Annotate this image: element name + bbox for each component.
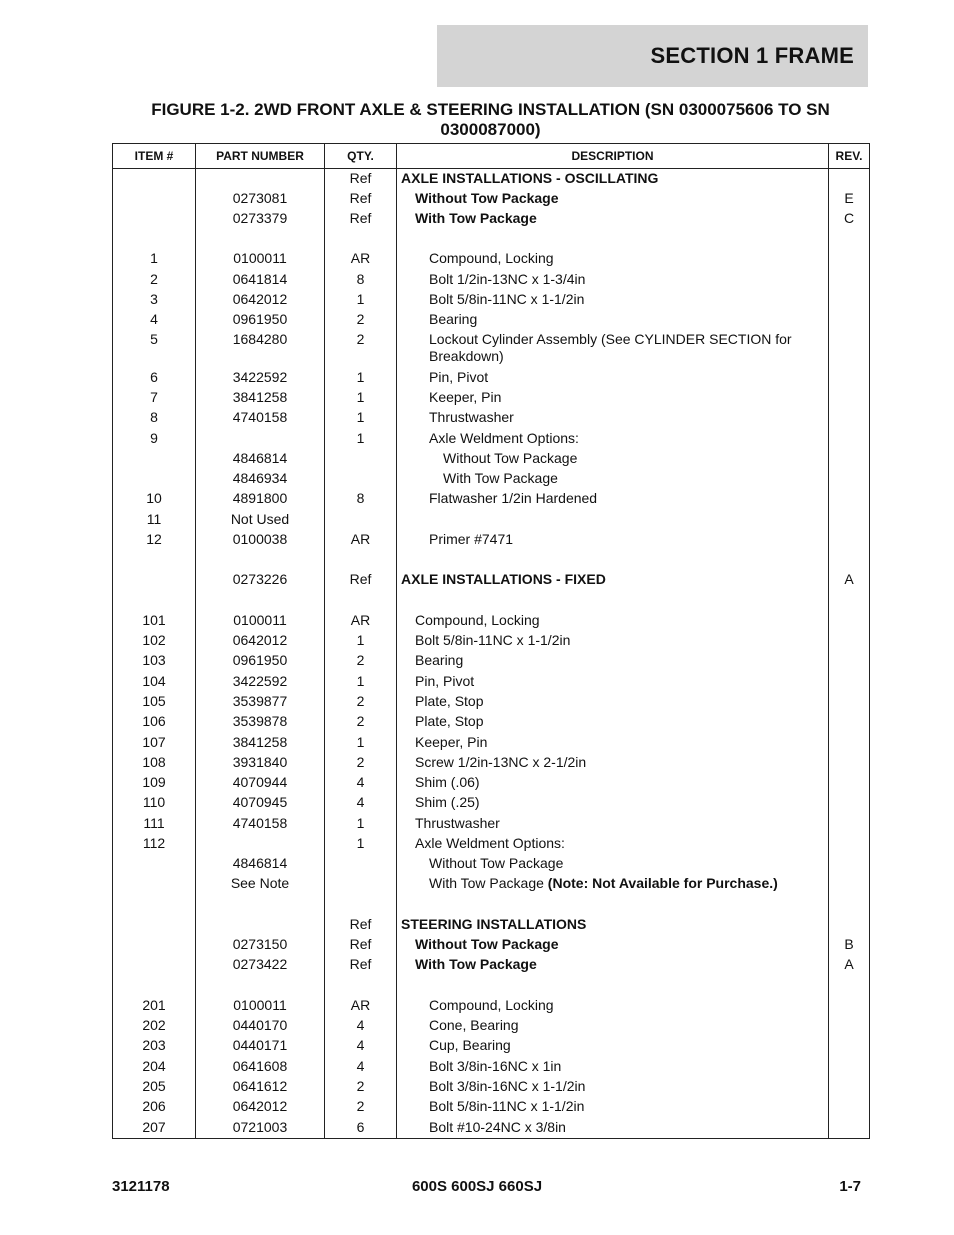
description-text: Keeper, Pin xyxy=(415,734,488,750)
footer-page-number: 1-7 xyxy=(839,1178,861,1195)
quantity: 1 xyxy=(356,673,365,689)
quantity: 8 xyxy=(356,490,365,506)
description xyxy=(397,873,827,892)
figure-title: FIGURE 1-2. 2WD FRONT AXLE & STEERING INSTALLATION (SN 0300075606 TO SN 0300087000) xyxy=(151,100,830,139)
quantity: 1 xyxy=(356,835,365,851)
part-number: 4846814 xyxy=(232,450,288,466)
description xyxy=(397,914,827,933)
quantity: 1 xyxy=(356,632,365,648)
part-number: 3422592 xyxy=(232,673,288,689)
part-number: 0440171 xyxy=(232,1037,288,1053)
description-text: With Tow Package xyxy=(429,875,544,891)
table-row xyxy=(113,407,869,427)
item-number: 111 xyxy=(143,815,165,831)
table-row xyxy=(113,1096,869,1116)
table-row xyxy=(113,732,869,752)
quantity: Ref xyxy=(349,210,372,226)
description xyxy=(397,208,827,227)
item-number: 109 xyxy=(142,774,166,790)
part-number: 3841258 xyxy=(232,734,288,750)
description-text: Flatwasher 1/2in Hardened xyxy=(429,490,598,506)
description xyxy=(397,772,827,791)
description-text: Compound, Locking xyxy=(429,250,554,266)
part-number: 3931840 xyxy=(232,754,288,770)
quantity: 2 xyxy=(356,754,365,770)
quantity: 2 xyxy=(356,1098,365,1114)
description-text: Plate, Stop xyxy=(415,693,484,709)
quantity: AR xyxy=(350,612,371,628)
item-number: 203 xyxy=(142,1037,166,1053)
item-number: 106 xyxy=(142,713,166,729)
part-number: 0642012 xyxy=(232,1098,288,1114)
description xyxy=(397,367,827,386)
part-number: 0100038 xyxy=(232,531,288,547)
description-text: Without Tow Package xyxy=(443,450,578,466)
table-row xyxy=(113,671,869,691)
description-text: STEERING INSTALLATIONS xyxy=(401,916,587,932)
part-number: 0273081 xyxy=(232,190,288,206)
table-row xyxy=(113,1056,869,1076)
quantity: Ref xyxy=(349,956,372,972)
part-number: 0273150 xyxy=(232,936,288,952)
quantity: AR xyxy=(350,997,371,1013)
description-text: Thrustwasher xyxy=(429,409,514,425)
part-number: 4070944 xyxy=(232,774,288,790)
table-row xyxy=(113,833,869,853)
table-row xyxy=(113,1117,869,1137)
description-text: Plate, Stop xyxy=(415,713,484,729)
description-text: With Tow Package xyxy=(415,210,537,226)
description xyxy=(397,248,827,267)
item-number: 3 xyxy=(150,291,158,307)
table-row xyxy=(113,1076,869,1096)
part-number: 0440170 xyxy=(232,1017,288,1033)
part-number: 4740158 xyxy=(232,815,288,831)
description xyxy=(397,428,827,447)
description-text: Bolt 3/8in-16NC x 1-1/2in xyxy=(429,1078,586,1094)
table-row xyxy=(113,428,869,448)
description xyxy=(397,711,827,730)
item-number: 205 xyxy=(142,1078,166,1094)
description xyxy=(397,1035,827,1054)
quantity: 8 xyxy=(356,271,365,287)
description xyxy=(397,1056,827,1075)
description-text: Shim (.25) xyxy=(415,794,480,810)
description xyxy=(397,269,827,288)
table-row xyxy=(113,610,869,630)
table-row xyxy=(113,650,869,670)
quantity: 4 xyxy=(356,774,365,790)
table-row xyxy=(113,954,869,974)
quantity: 1 xyxy=(356,369,365,385)
description-text: Compound, Locking xyxy=(429,997,554,1013)
part-number: 0273422 xyxy=(232,956,288,972)
item-number: 9 xyxy=(150,430,158,446)
item-number: 105 xyxy=(142,693,166,709)
quantity: Ref xyxy=(349,571,372,587)
description-text: Without Tow Package xyxy=(415,936,559,952)
description xyxy=(397,954,827,973)
description-text: With Tow Package xyxy=(443,470,558,486)
description xyxy=(397,289,827,308)
revision: A xyxy=(844,571,854,587)
part-number: 0100011 xyxy=(233,612,287,628)
part-number: 0961950 xyxy=(232,652,288,668)
quantity: 1 xyxy=(356,734,365,750)
description-text: Primer #7471 xyxy=(429,531,514,547)
description xyxy=(397,1117,827,1136)
item-number: 2 xyxy=(150,271,158,287)
table-row xyxy=(113,367,869,387)
item-number: 207 xyxy=(142,1119,166,1135)
part-number: See Note xyxy=(230,875,290,891)
description xyxy=(397,610,827,629)
section-header xyxy=(437,25,868,87)
item-number: 101 xyxy=(142,612,166,628)
item-number: 12 xyxy=(146,531,162,547)
revision: B xyxy=(844,936,854,952)
description xyxy=(397,752,827,771)
quantity: 2 xyxy=(356,311,365,327)
item-number: 110 xyxy=(142,794,166,810)
description xyxy=(397,1076,827,1095)
item-number: 206 xyxy=(142,1098,166,1114)
table-row xyxy=(113,630,869,650)
table-row xyxy=(113,711,869,731)
quantity: 2 xyxy=(356,1078,365,1094)
table-row xyxy=(113,248,869,268)
description-text: Compound, Locking xyxy=(415,612,540,628)
quantity: 4 xyxy=(356,794,365,810)
header-item: ITEM # xyxy=(134,149,174,163)
header-qty: QTY. xyxy=(347,149,374,163)
part-number: 0642012 xyxy=(232,632,288,648)
part-number: 3422592 xyxy=(232,369,288,385)
part-number: 4070945 xyxy=(232,794,288,810)
item-number: 202 xyxy=(142,1017,166,1033)
description xyxy=(397,488,827,507)
part-number: 4846814 xyxy=(232,855,288,871)
part-number: 0273379 xyxy=(232,210,288,226)
header-description: DESCRIPTION xyxy=(571,149,654,163)
description xyxy=(397,691,827,710)
description-text: Keeper, Pin xyxy=(429,389,502,405)
part-number: 4740158 xyxy=(232,409,288,425)
part-number: 0100011 xyxy=(233,997,287,1013)
table-header-row xyxy=(113,144,869,169)
description-text: Screw 1/2in-13NC x 2-1/2in xyxy=(415,754,587,770)
table-row xyxy=(113,1035,869,1055)
description xyxy=(397,934,827,953)
description xyxy=(397,833,827,852)
part-number: 0273226 xyxy=(232,571,288,587)
description-text: Bolt 5/8in-11NC x 1-1/2in xyxy=(429,291,585,307)
description-text: Pin, Pivot xyxy=(415,673,475,689)
description-text: Bolt 5/8in-11NC x 1-1/2in xyxy=(415,632,571,648)
quantity: AR xyxy=(350,250,371,266)
quantity: Ref xyxy=(349,190,372,206)
item-number: 6 xyxy=(150,369,158,385)
part-number: 0961950 xyxy=(232,311,288,327)
table-row xyxy=(113,691,869,711)
table-row xyxy=(113,995,869,1015)
description-text: With Tow Package xyxy=(415,956,537,972)
quantity: 6 xyxy=(356,1119,365,1135)
quantity: 1 xyxy=(356,430,365,446)
quantity: AR xyxy=(350,531,371,547)
quantity: 2 xyxy=(356,713,365,729)
quantity: Ref xyxy=(349,170,372,186)
description xyxy=(397,853,827,872)
description xyxy=(397,813,827,832)
table-row xyxy=(113,269,869,289)
table-row xyxy=(113,752,869,772)
quantity: 2 xyxy=(356,652,365,668)
table-row xyxy=(113,488,869,508)
part-number: 4891800 xyxy=(232,490,288,506)
table-row xyxy=(113,1015,869,1035)
table-row xyxy=(113,329,869,364)
item-number: 4 xyxy=(150,311,158,327)
description-text: AXLE INSTALLATIONS - FIXED xyxy=(401,571,606,587)
description xyxy=(397,792,827,811)
part-number: 0641608 xyxy=(232,1058,288,1074)
description-text: Bolt #10-24NC x 3/8in xyxy=(429,1119,566,1135)
description xyxy=(397,509,827,511)
table-row xyxy=(113,529,869,549)
quantity: 2 xyxy=(356,331,365,347)
table-row xyxy=(113,188,869,208)
description xyxy=(397,650,827,669)
description xyxy=(397,529,827,548)
part-number: 1684280 xyxy=(232,331,288,347)
description xyxy=(397,309,827,328)
description xyxy=(397,732,827,751)
table-row xyxy=(113,853,869,873)
description-text: Lockout Cylinder Assembly (See CYLINDER SECTION for Breakdown) xyxy=(429,331,792,364)
part-number: 3841258 xyxy=(232,389,288,405)
description xyxy=(397,168,827,187)
description-text: Axle Weldment Options: xyxy=(415,835,565,851)
quantity: 1 xyxy=(356,291,365,307)
table-row xyxy=(113,309,869,329)
part-number: 0641814 xyxy=(232,271,288,287)
description-text: Pin, Pivot xyxy=(429,369,489,385)
description-text: Bearing xyxy=(429,311,478,327)
item-number: 10 xyxy=(146,490,162,506)
quantity: Ref xyxy=(349,916,372,932)
table-row xyxy=(113,448,869,468)
item-number: 5 xyxy=(150,331,158,347)
description xyxy=(397,1096,827,1115)
description-text: Without Tow Package xyxy=(415,190,559,206)
description xyxy=(397,995,827,1014)
part-number: 0642012 xyxy=(232,291,288,307)
item-number: 104 xyxy=(142,673,166,689)
description-text: Without Tow Package xyxy=(429,855,564,871)
table-row xyxy=(113,168,869,188)
table-row xyxy=(113,813,869,833)
description-text: Axle Weldment Options: xyxy=(429,430,579,446)
header-rev: REV. xyxy=(835,149,863,163)
item-number: 102 xyxy=(142,632,166,648)
parts-table xyxy=(112,143,870,1139)
description xyxy=(397,387,827,406)
item-number: 7 xyxy=(150,389,158,405)
description xyxy=(397,630,827,649)
description xyxy=(397,1015,827,1034)
description-text: Cup, Bearing xyxy=(429,1037,511,1053)
item-number: 112 xyxy=(142,835,166,851)
table-row xyxy=(113,792,869,812)
item-number: 103 xyxy=(142,652,166,668)
item-number: 108 xyxy=(142,754,166,770)
quantity: 4 xyxy=(356,1058,365,1074)
revision: C xyxy=(843,210,855,226)
table-row xyxy=(113,468,869,488)
quantity: 1 xyxy=(356,409,365,425)
description xyxy=(397,569,827,588)
part-number: 0721003 xyxy=(232,1119,288,1135)
part-number: 3539878 xyxy=(232,713,288,729)
part-number: 0641612 xyxy=(232,1078,288,1094)
part-number: 3539877 xyxy=(232,693,288,709)
footer-doc-number: 3121178 xyxy=(112,1178,170,1195)
quantity: 1 xyxy=(356,815,365,831)
item-number: 107 xyxy=(142,734,166,750)
description-text: Bolt 3/8in-16NC x 1in xyxy=(429,1058,562,1074)
quantity: 2 xyxy=(356,693,365,709)
item-number: 204 xyxy=(142,1058,166,1074)
quantity: 4 xyxy=(356,1037,365,1053)
description-text: Bolt 1/2in-13NC x 1-3/4in xyxy=(429,271,586,287)
header-part-number: PART NUMBER xyxy=(216,149,304,163)
part-number: 0100011 xyxy=(233,250,287,266)
table-row xyxy=(113,289,869,309)
item-number: 1 xyxy=(150,250,158,266)
revision: A xyxy=(844,956,854,972)
table-row xyxy=(113,569,869,589)
table-row xyxy=(113,387,869,407)
description xyxy=(397,188,827,207)
quantity: 1 xyxy=(356,389,365,405)
quantity: 4 xyxy=(356,1017,365,1033)
description xyxy=(397,468,827,487)
table-row xyxy=(113,873,869,893)
description-note: (Note: Not Available for Purchase.) xyxy=(547,875,778,891)
quantity: Ref xyxy=(349,936,372,952)
description-text: AXLE INSTALLATIONS - OSCILLATING xyxy=(401,170,659,186)
part-number: 4846934 xyxy=(232,470,288,486)
description-text: Shim (.06) xyxy=(415,774,480,790)
table-row xyxy=(113,772,869,792)
footer-models: 600S 600SJ 660SJ xyxy=(411,1178,543,1195)
description xyxy=(397,407,827,426)
description-text: Bolt 5/8in-11NC x 1-1/2in xyxy=(429,1098,585,1114)
table-row xyxy=(113,914,869,934)
item-number: 201 xyxy=(142,997,166,1013)
description-text: Thrustwasher xyxy=(415,815,500,831)
description-text: Bearing xyxy=(415,652,464,668)
description xyxy=(397,329,827,365)
revision: E xyxy=(844,190,854,206)
part-number: Not Used xyxy=(230,511,290,527)
description xyxy=(397,671,827,690)
item-number: 8 xyxy=(150,409,158,425)
description xyxy=(397,448,827,467)
section-title: SECTION 1 FRAME xyxy=(650,43,854,68)
table-row xyxy=(113,208,869,228)
table-row xyxy=(113,934,869,954)
table-row xyxy=(113,509,869,529)
description-text: Cone, Bearing xyxy=(429,1017,519,1033)
item-number: 11 xyxy=(146,511,162,527)
